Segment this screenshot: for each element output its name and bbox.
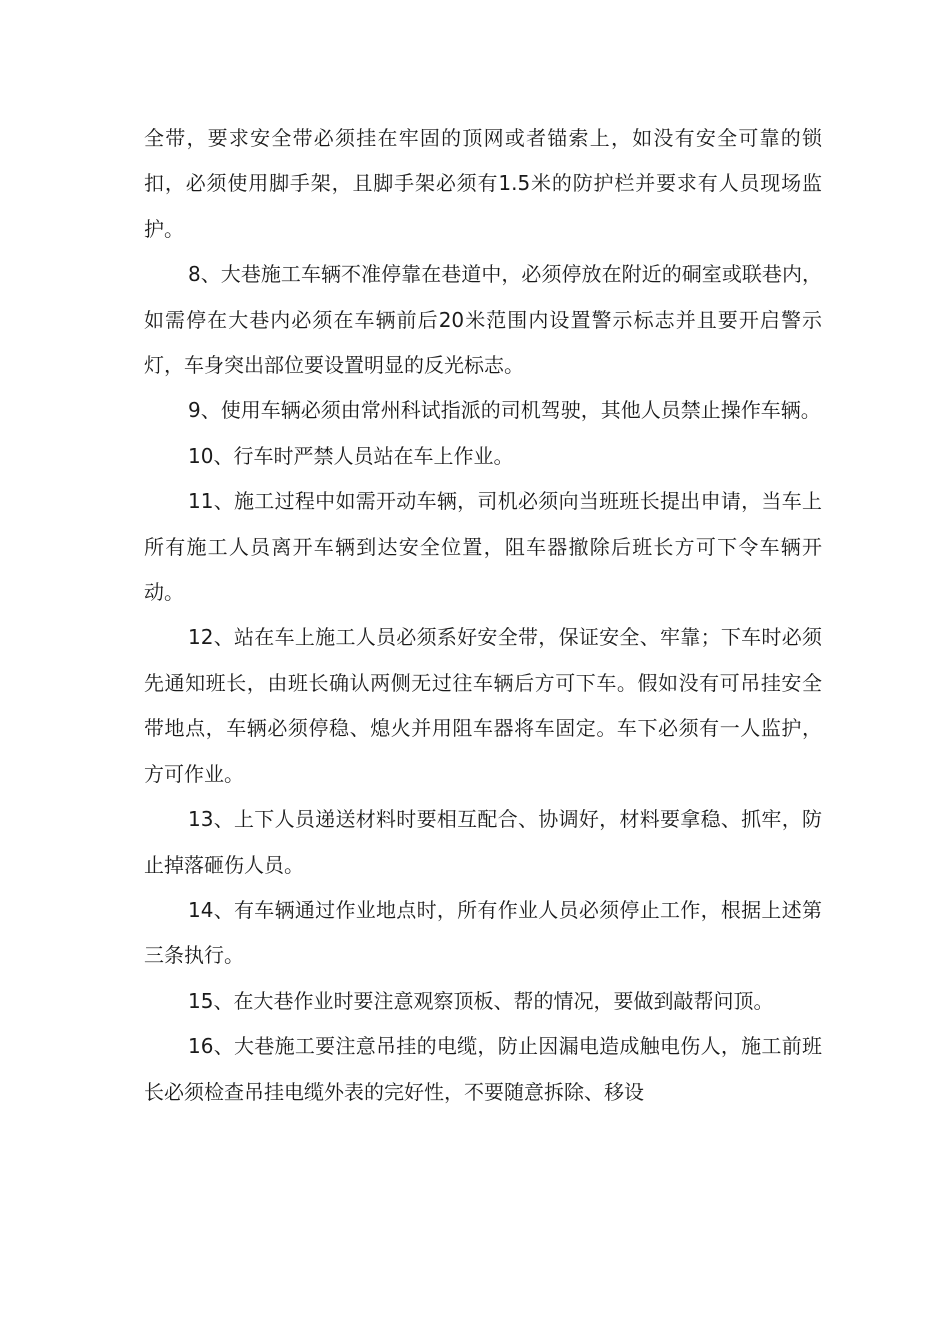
document-body — [144, 116, 822, 1115]
paragraph-item-8: 8、大巷施工车辆不准停靠在巷道中，必须停放在附近的硐室或联巷内，如需停在大巷内必须在车辆前后20米范围内设置警示标志并且要开启警示灯，车身突出部位要设置明显的反光标志。 — [144, 262, 822, 378]
paragraph-continuation: 全带，要求安全带必须挂在牢固的顶网或者锚索上，如没有安全可靠的锁扣，必须使用脚手架，且脚手架必须有1.5米的防护栏并要求有人员现场监护。 — [144, 126, 822, 241]
paragraph-item-13: 13、上下人员递送材料时要相互配合、协调好，材料要拿稳、抓牢，防止掉落砸伤人员。 — [144, 807, 822, 877]
paragraph-item-16: 16、大巷施工要注意吊挂的电缆，防止因漏电造成触电伤人，施工前班长必须检查吊挂电缆外表的完好性，不要随意拆除、移设 — [144, 1034, 822, 1104]
paragraph-item-12: 12、站在车上施工人员必须系好安全带，保证安全、牢靠；下车时必须先通知班长，由班长确认两侧无过往车辆后方可下车。假如没有可吊挂安全带地点，车辆必须停稳、熄火并用阻车器将车固定。车下必须有一人监护，方可作业。 — [144, 625, 822, 786]
paragraph-item-10: 10、行车时严禁人员站在车上作业。 — [188, 443, 514, 468]
paragraph-item-9: 9、使用车辆必须由常州科试指派的司机驾驶，其他人员禁止操作车辆。 — [188, 398, 821, 423]
paragraph-item-14: 14、有车辆通过作业地点时，所有作业人员必须停止工作，根据上述第三条执行。 — [144, 897, 822, 968]
paragraph-item-15: 15、在大巷作业时要注意观察顶板、帮的情况，要做到敲帮问顶。 — [188, 988, 774, 1013]
paragraph-item-11: 11、施工过程中如需开动车辆，司机必须向当班班长提出申请，当车上所有施工人员离开车辆到达安全位置，阻车器撤除后班长方可下令车辆开动。 — [144, 489, 822, 605]
